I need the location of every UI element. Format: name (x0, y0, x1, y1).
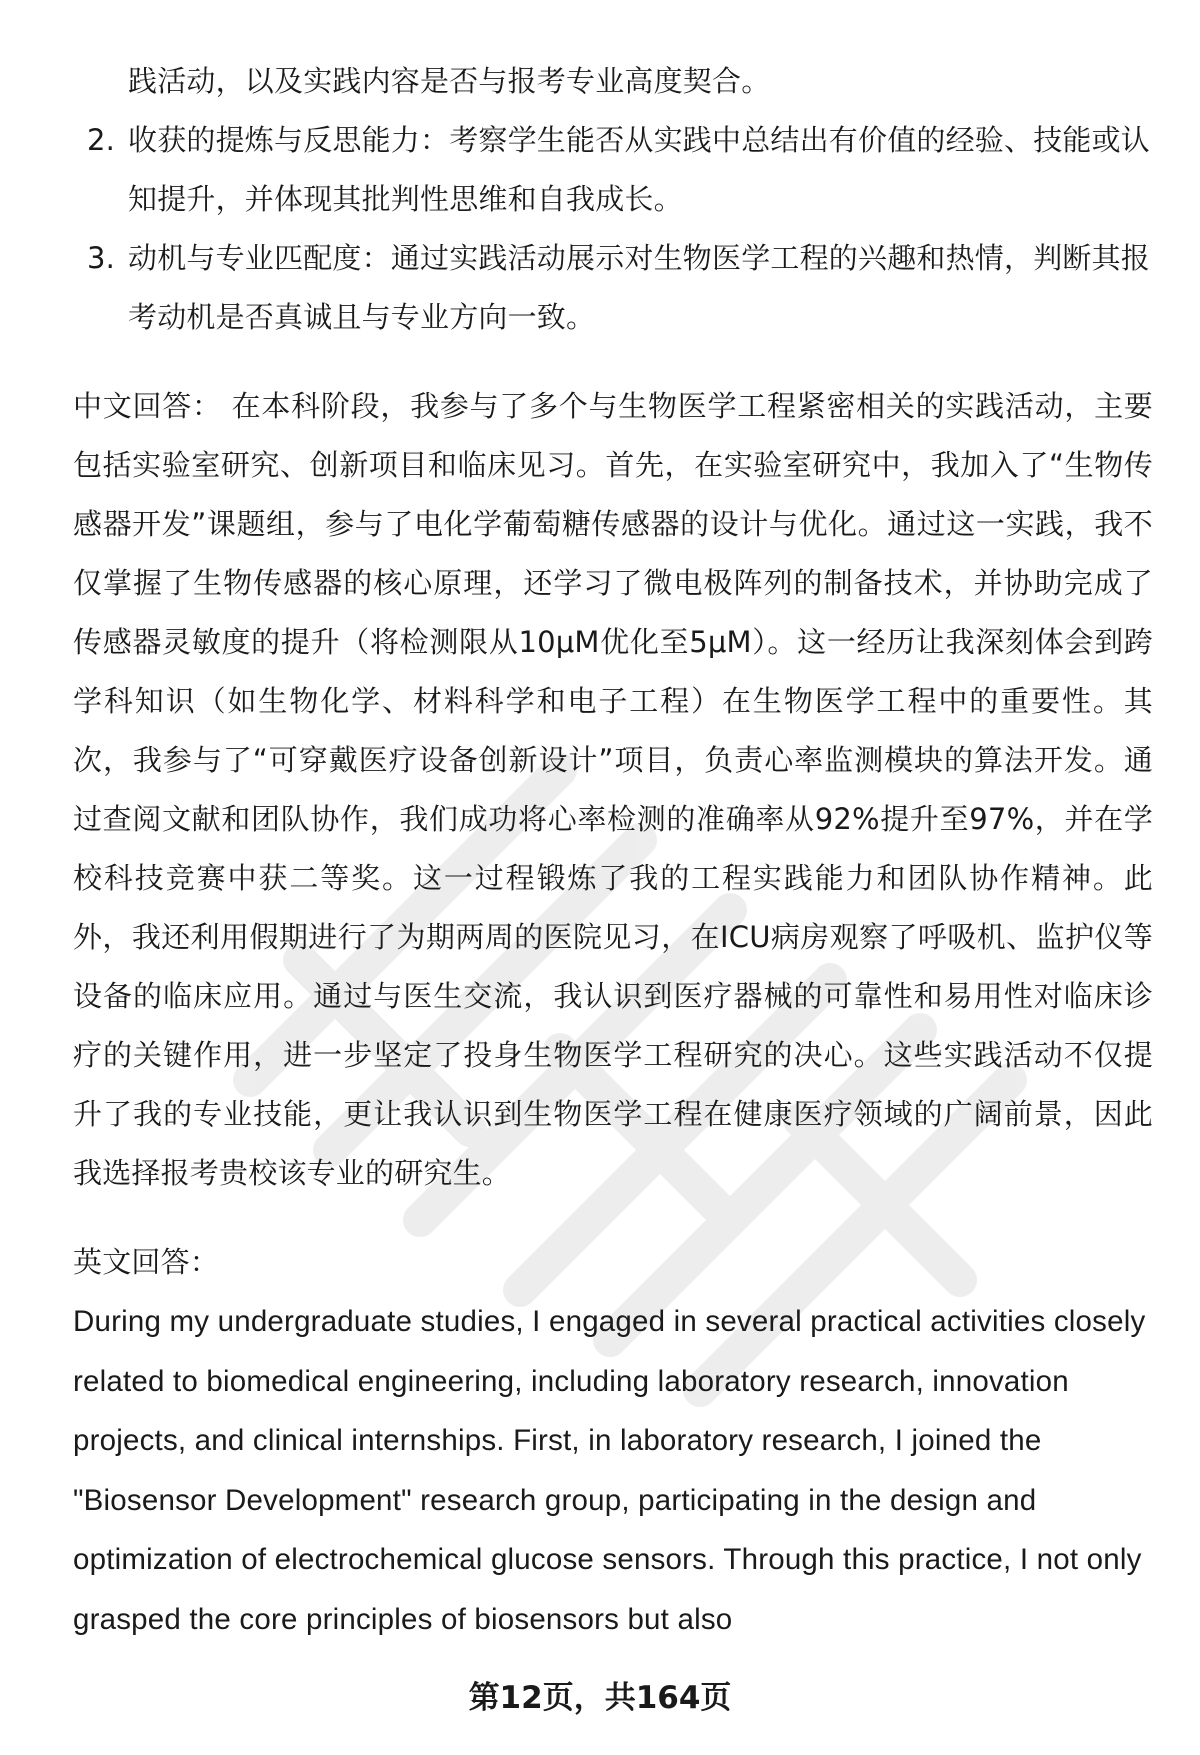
list-text: 收获的提炼与反思能力：考察学生能否从实践中总结出有价值的经验、技能或认知提升，并体现其批判性思维和自我成长。 (128, 123, 1151, 216)
page-number-footer: 第12页，共164页 (468, 1680, 732, 1716)
chinese-answer-text: 在本科阶段，我参与了多个与生物医学工程紧密相关的实践活动，主要包括实验室研究、创新项目和临床见习。首先，在实验室研究中，我加入了“生物传感器开发”课题组，参与了电化学葡萄糖传感器的设计与优化。通过这一实践，我不仅掌握了生物传感器的核心原理，还学习了微电极阵列的制备技术，并协助完成了传感器灵敏度的提升（将检测限从10μM优化至5μM）。这一经历让我深刻体会到跨学科知识（如生物化学、材料科学和电子工程）在生物医学工程中的重要性。其次，我参与了“可穿戴医疗设备创新设计”项目，负责心率监测模块的算法开发。通过查阅文献和团队协作，我们成功将心率检测的准确率从92%提升至97%，并在学校科技竞赛中获二等奖。这一过程锻炼了我的工程实践能力和团队协作精神。此外，我还利用假期进行了为期两周的医院见习，在ICU病房观察了呼吸机、监护仪等设备的临床应用。通过与医生交流，我认识到医疗器械的可靠性和易用性对临床诊疗的关键作用，进一步坚定了投身生物医学工程研究的决心。这些实践活动不仅提升了我的专业技能，更让我认识到生物医学工程在健康医疗领域的广阔前景，因此我选择报考贵校该专业的研究生。 (73, 389, 1154, 1190)
criteria-list (73, 111, 1153, 347)
english-answer-text: During my undergraduate studies, I engaged in several practical activities closely related to biomedical engineering, including laboratory research, innovation projects, and clinical internships. First, in laboratory research, I joined the "Biosensor Development" research group, participating in the design and optimization of electrochemical glucose sensors. Through this practice, I not only grasped the core principles of biosensors but also (73, 1305, 1146, 1636)
continuation-line: 践活动，以及实践内容是否与报考专业高度契合。 (128, 64, 771, 98)
chinese-answer-paragraph (73, 377, 1153, 1203)
english-answer-label: 英文回答： (73, 1245, 220, 1279)
chinese-answer-label: 中文回答： (73, 389, 222, 423)
document-content (73, 52, 1153, 1649)
list-item (73, 111, 1153, 229)
list-item (73, 229, 1153, 347)
list-number: 2. (87, 123, 116, 157)
list-text: 动机与专业匹配度：通过实践活动展示对生物医学工程的兴趣和热情，判断其报考动机是否真诚且与专业方向一致。 (128, 241, 1151, 334)
list-number: 3. (87, 241, 116, 275)
